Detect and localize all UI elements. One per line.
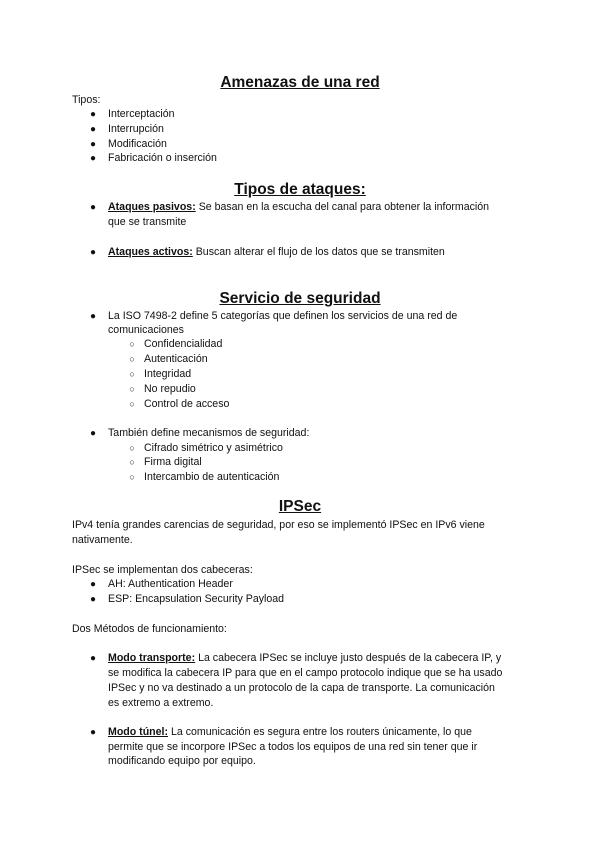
bullet-dot-icon: ●: [89, 727, 97, 738]
bullet-dot-icon: ●: [89, 247, 97, 258]
bullet-dot-icon: ●: [89, 594, 97, 605]
modo-transporte-text: La cabecera IPSec se incluye justo después de la cabecera IP, y: [198, 652, 502, 664]
bullet-circle-icon: ○: [129, 399, 135, 409]
list-item: Control de acceso: [144, 398, 230, 410]
bullet-dot-icon: ●: [89, 311, 97, 322]
list-item: Interrupción: [108, 123, 164, 135]
amenazas-intro: Tipos:: [72, 94, 101, 106]
modo-transporte-text-cont: se modifica la cabecera IP para que en el campo protocolo indique que se ha usado: [108, 667, 503, 679]
term-ataques-pasivos: Ataques pasivos:: [108, 201, 196, 213]
bullet-dot-icon: ●: [89, 428, 97, 439]
list-item: Confidencialidad: [144, 338, 223, 350]
bullet-circle-icon: ○: [129, 472, 135, 482]
bullet-dot-icon: ●: [89, 139, 97, 150]
list-item-ataques-pasivos: [108, 200, 489, 215]
modo-tunel-text: La comunicación es segura entre los routers únicamente, lo que: [170, 726, 472, 738]
heading-tipos-ataques: Tipos de ataques:: [234, 181, 366, 198]
modo-tunel-text-cont: modificando equipo por equipo.: [108, 755, 256, 767]
bullet-circle-icon: ○: [129, 457, 135, 467]
term-modo-tunel: Modo túnel:: [108, 726, 169, 738]
list-item-modo-tunel: [108, 725, 472, 740]
bullet-circle-icon: ○: [129, 369, 135, 379]
list-item: Autenticación: [144, 353, 208, 365]
ataques-activos-text: Buscan alterar el flujo de los datos que se transmiten: [195, 246, 445, 258]
bullet-dot-icon: ●: [89, 579, 97, 590]
term-ataques-activos: Ataques activos:: [108, 246, 193, 258]
heading-ipsec: IPSec: [278, 498, 322, 515]
mechanisms-intro: También define mecanismos de seguridad:: [108, 427, 310, 439]
iso-text-cont: comunicaciones: [108, 324, 184, 336]
bullet-dot-icon: ●: [89, 653, 97, 664]
list-item: AH: Authentication Header: [108, 578, 233, 590]
list-item: Fabricación o inserción: [108, 152, 217, 164]
list-item-ataques-activos: [108, 245, 445, 260]
headers-intro: IPSec se implementan dos cabeceras:: [72, 564, 253, 576]
heading-amenazas: Amenazas de una red: [220, 74, 380, 91]
list-item: Integridad: [144, 368, 192, 380]
list-item-modo-transporte: [108, 651, 501, 666]
list-item: ESP: Encapsulation Security Payload: [108, 593, 285, 605]
list-item: No repudio: [144, 383, 196, 395]
bullet-circle-icon: ○: [129, 354, 135, 364]
modo-tunel-text-cont: permite que se incorpore IPSec a todos los equipos de una red sin tener que ir: [108, 741, 478, 753]
ataques-pasivos-text-cont: que se transmite: [108, 216, 187, 228]
list-item: Cifrado simétrico y asimétrico: [144, 442, 283, 454]
ataques-pasivos-text: Se basan en la escucha del canal para obtener la información: [198, 201, 490, 213]
list-item: Modificación: [108, 138, 167, 150]
list-item: Interceptación: [108, 108, 175, 120]
list-item: Firma digital: [144, 456, 202, 468]
heading-servicio-seguridad: Servicio de seguridad: [219, 290, 381, 307]
bullet-circle-icon: ○: [129, 443, 135, 453]
bullet-circle-icon: ○: [129, 339, 135, 349]
bullet-dot-icon: ●: [89, 109, 97, 120]
ipsec-paragraph: IPv4 tenía grandes carencias de seguridad, por eso se implementó IPSec en IPv6 viene: [72, 519, 485, 531]
bullet-dot-icon: ●: [89, 124, 97, 135]
modo-transporte-text-cont: IPSec y no va destinado a un protocolo de la capa de transporte. La comunicación: [108, 682, 495, 694]
methods-intro: Dos Métodos de funcionamiento:: [72, 623, 227, 635]
bullet-dot-icon: ●: [89, 202, 97, 213]
term-modo-transporte: Modo transporte:: [108, 652, 196, 664]
list-item: Intercambio de autenticación: [144, 471, 280, 483]
iso-text: La ISO 7498-2 define 5 categorías que definen los servicios de una red de: [108, 310, 458, 322]
bullet-dot-icon: ●: [89, 153, 97, 164]
bullet-circle-icon: ○: [129, 384, 135, 394]
ipsec-paragraph-cont: nativamente.: [72, 534, 133, 546]
modo-transporte-text-cont: es extremo a extremo.: [108, 697, 214, 709]
